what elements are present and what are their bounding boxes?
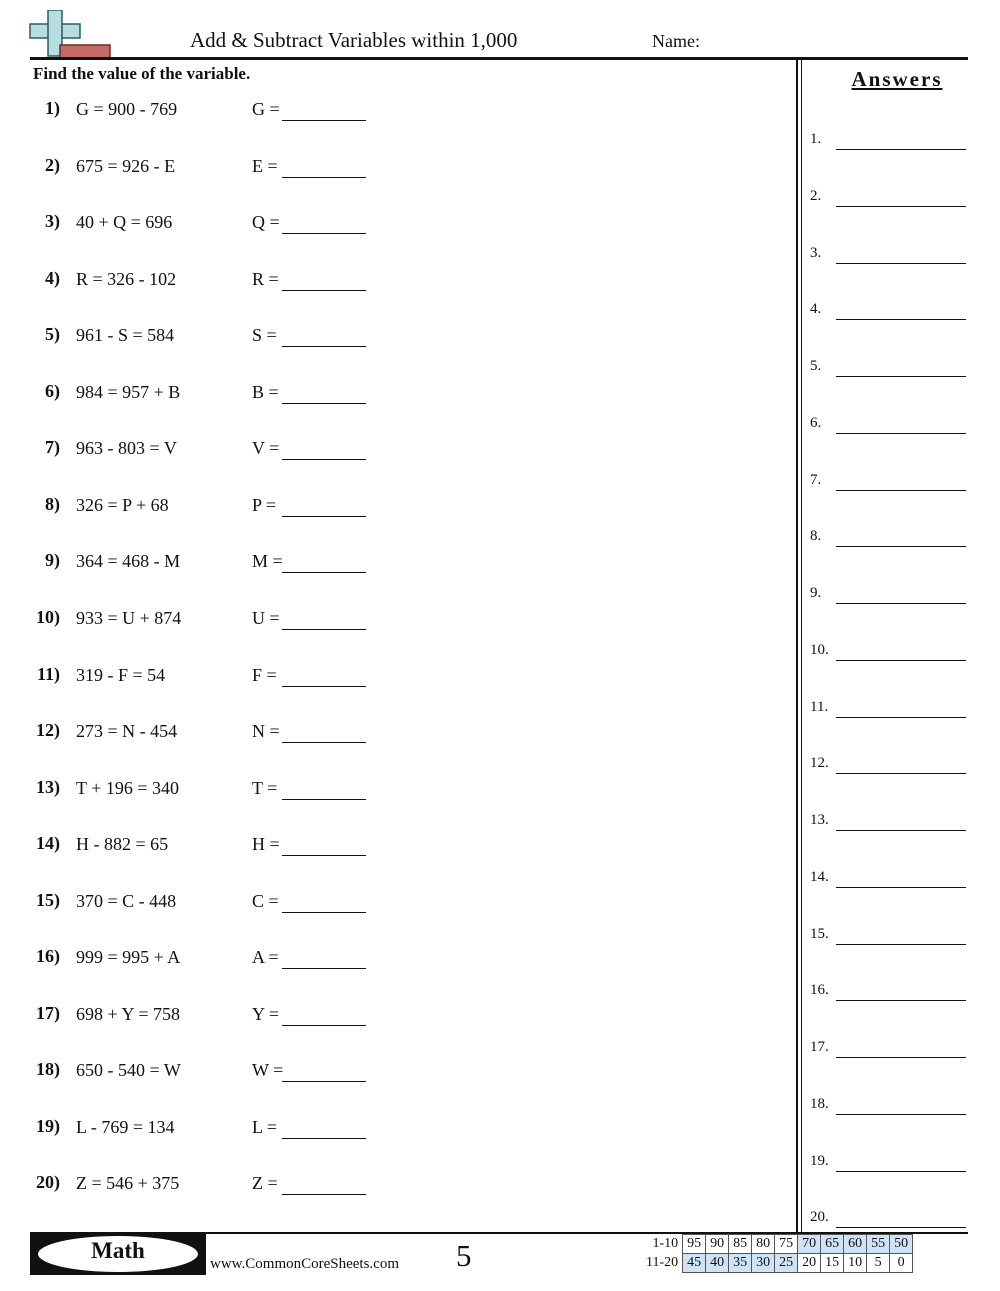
problem-equation: H - 882 = 65 [76, 834, 169, 855]
problem-answer-blank[interactable] [282, 403, 366, 404]
column-divider [796, 60, 798, 1232]
problem-equation: 364 = 468 - M [76, 551, 181, 572]
score-cell: 55 [867, 1235, 890, 1254]
problem-number: 10) [36, 606, 60, 627]
problem-equation: T + 196 = 340 [76, 777, 179, 798]
answer-blank[interactable] [836, 1000, 966, 1001]
problem-number: 19) [36, 1115, 60, 1136]
problem-equation: 319 - F = 54 [76, 664, 166, 685]
page-number: 5 [456, 1238, 472, 1273]
problem-variable-label: U = [252, 607, 280, 628]
problem-number: 5) [45, 324, 60, 345]
problem-answer-blank[interactable] [282, 629, 366, 630]
problem-row [0, 607, 790, 637]
answer-blank[interactable] [836, 773, 966, 774]
problem-answer-blank[interactable] [282, 1138, 366, 1139]
problem-answer-blank[interactable] [282, 459, 366, 460]
column-divider-inner [801, 60, 802, 1232]
problem-answer-blank[interactable] [282, 912, 366, 913]
answer-number: 13. [810, 812, 829, 828]
answer-number: 15. [810, 925, 829, 942]
problem-row [0, 1116, 790, 1146]
score-cell: 40 [706, 1254, 729, 1273]
problem-number: 20) [36, 1172, 60, 1193]
answer-blank[interactable] [836, 887, 966, 888]
answer-blank[interactable] [836, 376, 966, 377]
answer-blank[interactable] [836, 1057, 966, 1058]
problem-equation: 650 - 540 = W [76, 1060, 181, 1081]
problem-answer-blank[interactable] [282, 120, 366, 121]
problem-answer-blank[interactable] [282, 290, 366, 291]
score-row-label: 11-20 [646, 1255, 679, 1270]
answer-blank[interactable] [836, 660, 966, 661]
problem-row [0, 155, 790, 185]
answer-number: 11. [810, 698, 829, 715]
problem-equation: Z = 546 + 375 [76, 1173, 180, 1194]
answer-blank[interactable] [836, 603, 966, 604]
answer-number: 16. [810, 982, 829, 999]
problem-equation: R = 326 - 102 [76, 268, 177, 289]
problem-variable-label: M = [252, 551, 283, 572]
problem-equation: 963 - 803 = V [76, 438, 177, 459]
problem-variable-label: C = [252, 890, 279, 911]
score-cell: 75 [775, 1235, 798, 1254]
answer-blank[interactable] [836, 830, 966, 831]
problem-number: 8) [45, 493, 60, 514]
answer-number: 5. [810, 358, 822, 374]
score-cell: 5 [867, 1254, 890, 1273]
problem-answer-blank[interactable] [282, 968, 366, 969]
problem-equation: G = 900 - 769 [76, 99, 178, 119]
problem-equation: 675 = 926 - E [76, 155, 176, 176]
answer-number: 17. [810, 1039, 829, 1055]
problem-number: 17) [36, 1002, 60, 1023]
problem-row [0, 437, 790, 467]
problem-number: 3) [45, 211, 60, 232]
score-cell: 90 [706, 1235, 729, 1254]
problem-variable-label: P = [252, 494, 276, 515]
problem-variable-label: H = [252, 834, 280, 855]
problem-answer-blank[interactable] [282, 572, 366, 573]
problem-answer-blank[interactable] [282, 1194, 366, 1195]
answer-number: 10. [810, 641, 829, 658]
problem-equation: 698 + Y = 758 [76, 1003, 180, 1024]
problem-equation: 984 = 957 + B [76, 381, 181, 402]
problem-equation: 40 + Q = 696 [76, 212, 173, 233]
answer-number: 7. [810, 471, 822, 488]
answer-blank[interactable] [836, 944, 966, 945]
problem-equation: 961 - S = 584 [76, 325, 175, 346]
problem-answer-blank[interactable] [282, 742, 366, 743]
problem-answer-blank[interactable] [282, 516, 366, 517]
problem-number: 9) [45, 550, 60, 571]
score-cell: 85 [729, 1235, 752, 1254]
problem-row [0, 324, 790, 354]
answer-blank[interactable] [836, 206, 966, 207]
answer-number: 12. [810, 755, 829, 772]
score-cell: 70 [798, 1235, 821, 1254]
problem-equation: 999 = 995 + A [76, 947, 181, 968]
problem-variable-label: F = [252, 664, 277, 685]
problem-row [0, 946, 790, 976]
answer-number: 19. [810, 1152, 829, 1169]
score-cell: 10 [844, 1254, 867, 1273]
website-link[interactable]: www.CommonCoreSheets.com [210, 1256, 400, 1272]
answer-blank[interactable] [836, 490, 966, 491]
problem-number: 15) [36, 889, 60, 910]
problem-answer-blank[interactable] [282, 346, 366, 347]
problem-row [0, 664, 790, 694]
answer-blank[interactable] [836, 546, 966, 547]
problem-row [0, 494, 790, 524]
problem-variable-label: Q = [252, 212, 280, 233]
answer-number: 8. [810, 528, 822, 545]
score-row [642, 1254, 913, 1273]
header-rule [30, 57, 968, 60]
problem-row [0, 833, 790, 863]
problem-variable-label: W = [252, 1060, 284, 1081]
answer-blank[interactable] [836, 1171, 966, 1172]
problem-row [0, 1172, 790, 1202]
score-cell: 60 [844, 1235, 867, 1254]
problem-answer-blank[interactable] [282, 177, 366, 178]
problem-answer-blank[interactable] [282, 799, 366, 800]
answer-number: 3. [810, 244, 822, 261]
score-cell: 15 [821, 1254, 844, 1273]
problem-number: 16) [36, 946, 60, 967]
score-cell: 25 [775, 1254, 798, 1273]
problem-row [0, 381, 790, 411]
answer-number: 20. [810, 1209, 829, 1226]
answer-blank[interactable] [836, 1114, 966, 1115]
score-cell: 30 [752, 1254, 775, 1273]
instructions: Find the value of the variable. [33, 64, 251, 83]
problem-number: 2) [45, 154, 60, 175]
score-table [642, 1234, 913, 1273]
page-title: Add & Subtract Variables within 1,000 [190, 28, 518, 52]
score-cell: 45 [683, 1254, 706, 1273]
answer-number: 14. [810, 868, 829, 885]
problem-equation: 370 = C - 448 [76, 890, 177, 911]
answers-heading: Answers [851, 67, 943, 91]
problem-row [0, 211, 790, 241]
answer-blank[interactable] [836, 717, 966, 718]
problem-number: 12) [36, 720, 60, 741]
problem-answer-blank[interactable] [282, 1025, 366, 1026]
score-row-label: 1-10 [652, 1236, 679, 1251]
problem-equation: L - 769 = 134 [76, 1116, 175, 1137]
problem-row [0, 890, 790, 920]
problem-number: 1) [45, 98, 60, 118]
problem-variable-label: G = [252, 99, 280, 119]
problem-answer-blank[interactable] [282, 1081, 366, 1082]
problem-variable-label: N = [252, 721, 280, 742]
problem-variable-label: B = [252, 381, 279, 402]
problem-row [0, 720, 790, 750]
answer-number: 1. [810, 131, 822, 147]
score-cell: 20 [798, 1254, 821, 1273]
problem-answer-blank[interactable] [282, 233, 366, 234]
score-cell: 0 [890, 1254, 913, 1273]
problem-equation: 326 = P + 68 [76, 494, 169, 515]
problem-answer-blank[interactable] [282, 855, 366, 856]
problem-row [0, 1003, 790, 1033]
problem-number: 14) [36, 833, 60, 854]
name-label: Name: [652, 31, 700, 51]
problem-number: 6) [45, 380, 60, 401]
score-cell: 95 [683, 1235, 706, 1254]
score-cell: 35 [729, 1254, 752, 1273]
problem-variable-label: A = [252, 947, 279, 968]
answer-number: 2. [810, 187, 822, 204]
problem-variable-label: E = [252, 155, 278, 176]
score-cell: 65 [821, 1235, 844, 1254]
answer-blank[interactable] [836, 1227, 966, 1228]
answer-number: 9. [810, 585, 822, 601]
answer-number: 18. [810, 1095, 829, 1112]
problem-equation: 933 = U + 874 [76, 607, 182, 628]
answer-blank[interactable] [836, 149, 966, 150]
problem-number: 13) [36, 776, 60, 797]
problem-row [0, 777, 790, 807]
problem-variable-label: S = [252, 325, 277, 346]
problem-row [0, 98, 790, 128]
problem-number: 11) [36, 663, 60, 684]
math-badge-label: Math [91, 1238, 145, 1263]
problem-variable-label: Z = [252, 1173, 278, 1194]
problem-variable-label: V = [252, 438, 280, 459]
score-cell: 80 [752, 1235, 775, 1254]
problem-answer-blank[interactable] [282, 686, 366, 687]
problem-variable-label: L = [252, 1116, 277, 1137]
problem-variable-label: T = [252, 777, 278, 798]
plus-minus-logo-icon [28, 10, 112, 60]
answer-blank[interactable] [836, 263, 966, 264]
problem-variable-label: Y = [252, 1003, 279, 1024]
problem-number: 18) [36, 1059, 60, 1080]
problem-number: 4) [45, 267, 60, 288]
answer-blank[interactable] [836, 433, 966, 434]
score-cell: 50 [890, 1235, 913, 1254]
problem-row [0, 268, 790, 298]
problem-number: 7) [45, 437, 60, 458]
score-row [642, 1235, 913, 1254]
answer-blank[interactable] [836, 319, 966, 320]
problem-row [0, 550, 790, 580]
answer-number: 4. [810, 301, 822, 318]
answer-number: 6. [810, 414, 822, 431]
problem-variable-label: R = [252, 268, 279, 289]
problem-row [0, 1059, 790, 1089]
problem-equation: 273 = N - 454 [76, 721, 178, 742]
